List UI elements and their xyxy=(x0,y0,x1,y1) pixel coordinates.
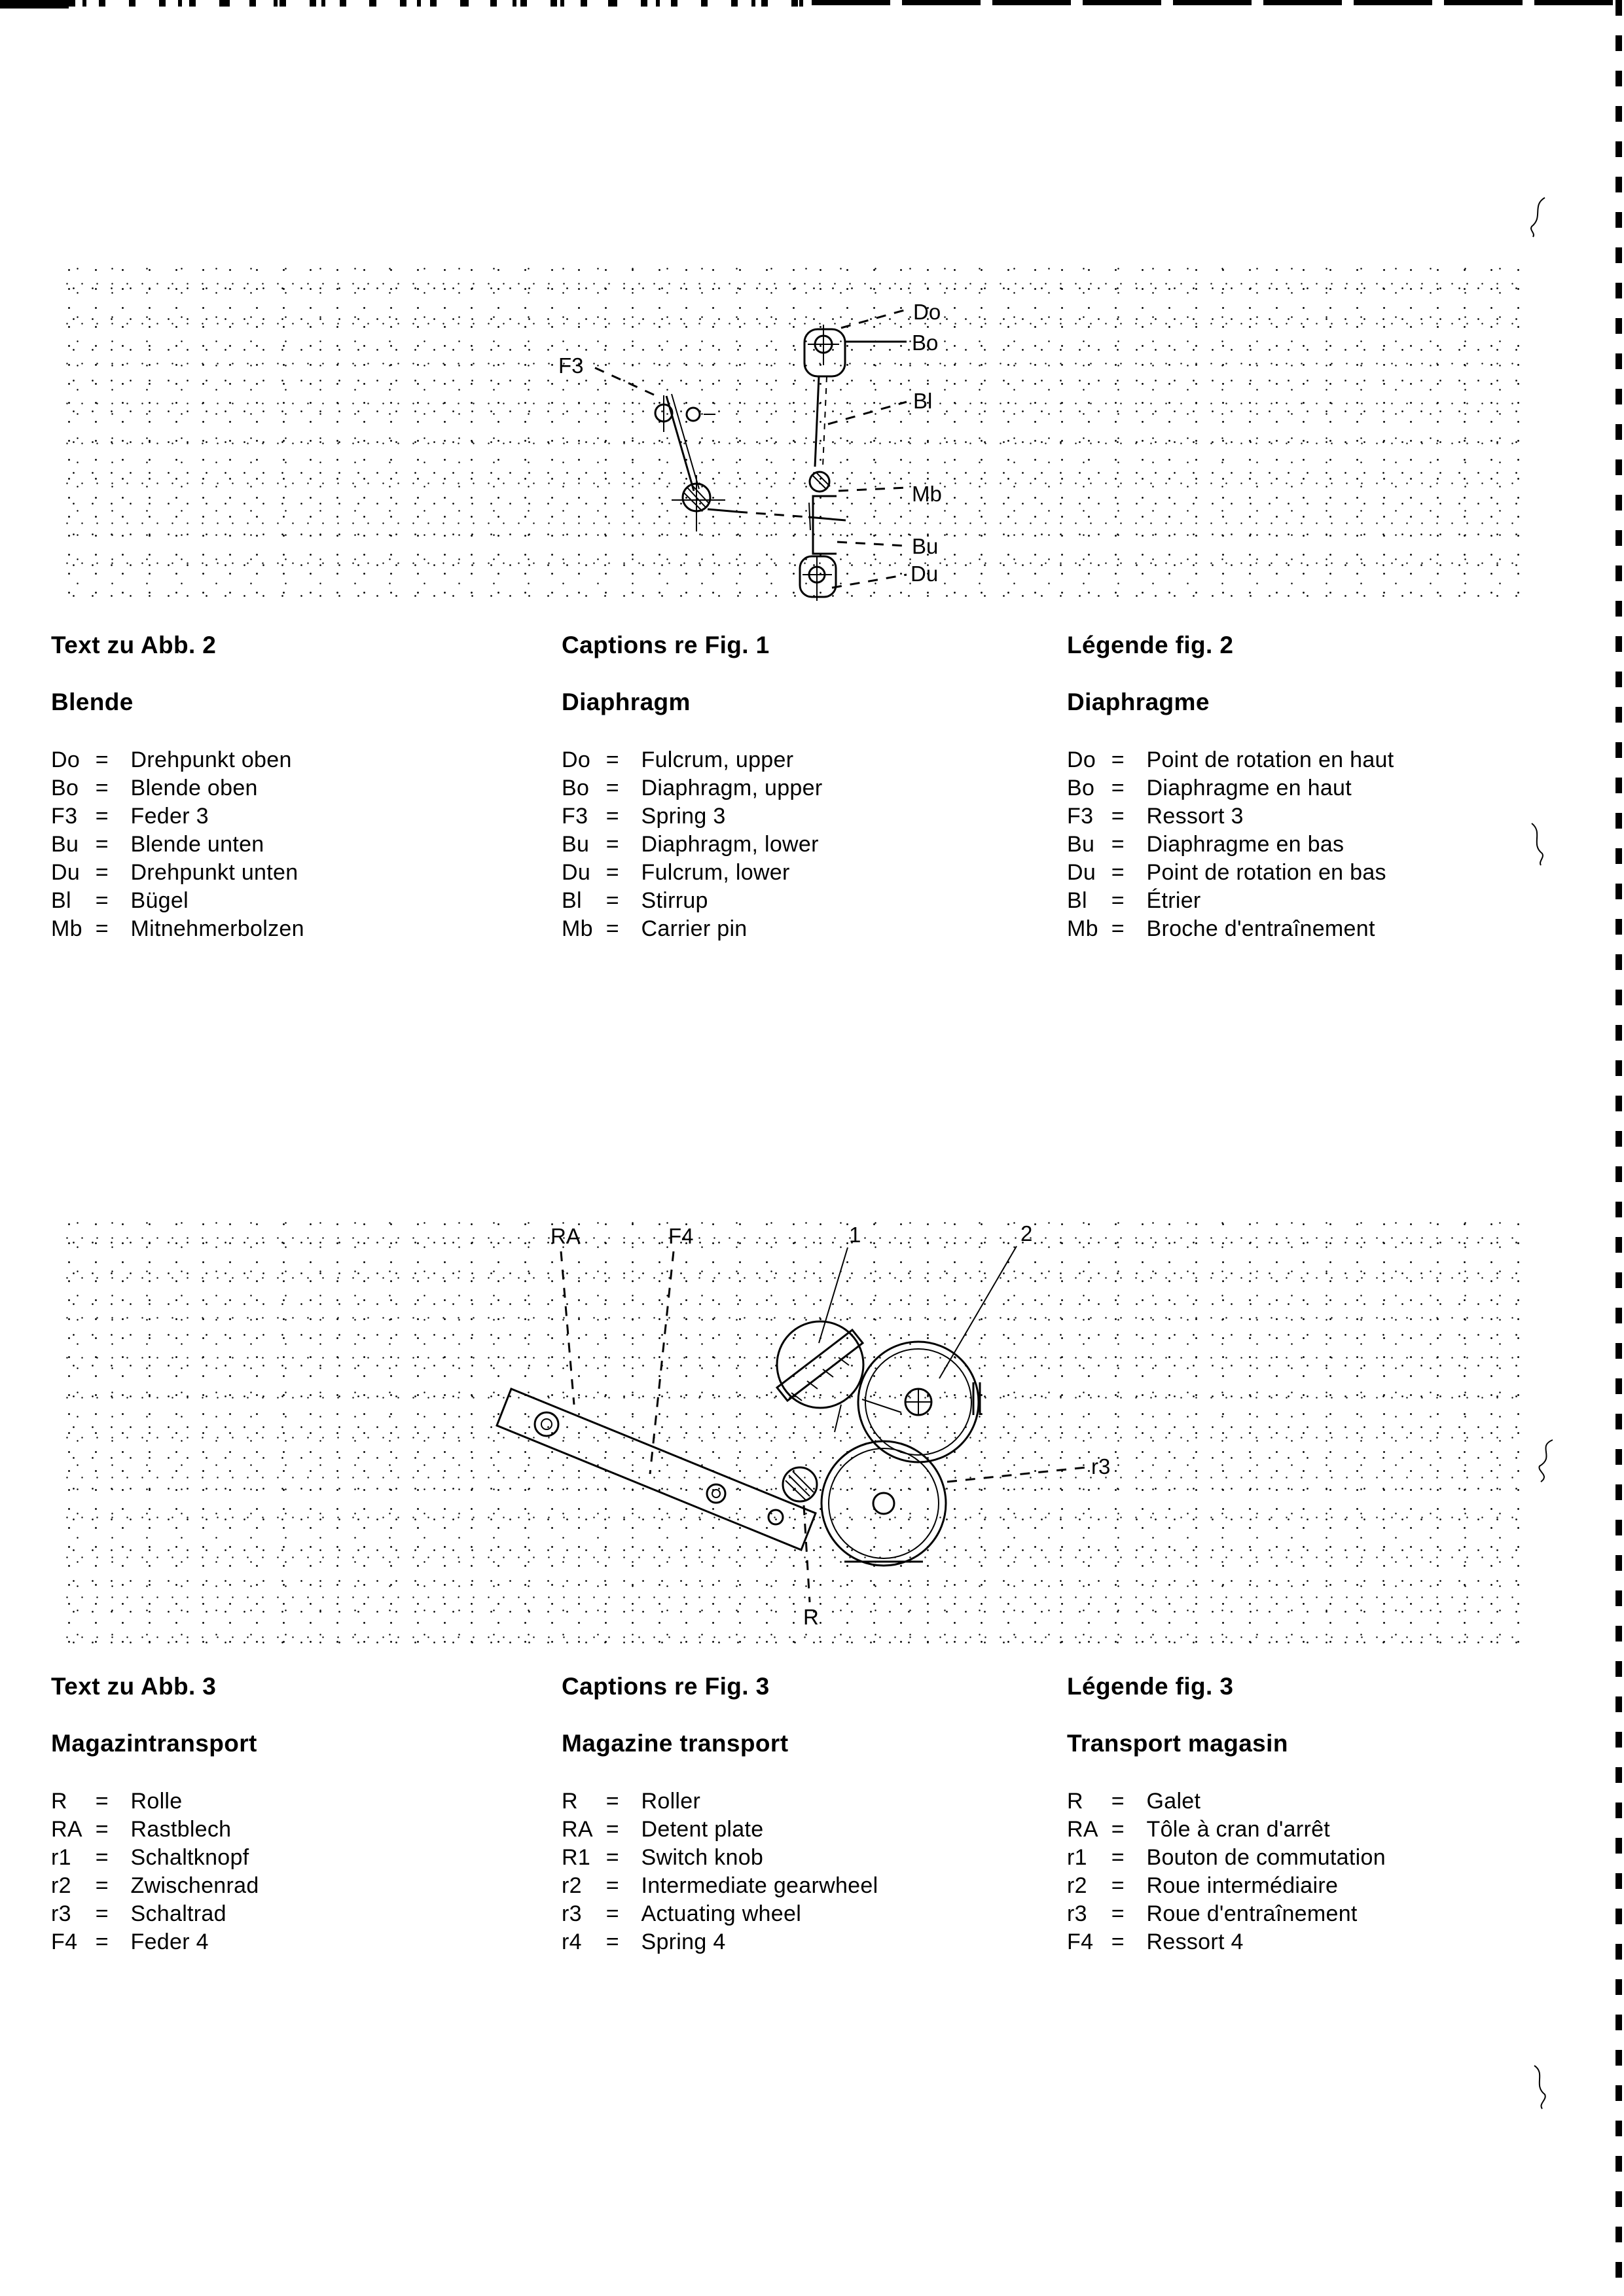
legend-symbol: RA xyxy=(562,1817,593,1842)
legend-term: Roller xyxy=(641,1789,701,1814)
leader-line-f4 xyxy=(650,1251,674,1474)
legend-symbol: r3 xyxy=(51,1901,71,1926)
equals-sign: = xyxy=(605,888,619,913)
legend-row xyxy=(51,831,539,859)
equals-sign: = xyxy=(605,1901,619,1926)
linkage-lines xyxy=(835,1399,901,1432)
legend-row xyxy=(562,1872,1049,1900)
legend-symbol: r3 xyxy=(1067,1901,1087,1926)
legend-fr-fig3 xyxy=(1067,1673,1555,1956)
bar-hole xyxy=(768,1510,783,1524)
equals-sign: = xyxy=(95,1845,109,1870)
legend-row xyxy=(1067,1872,1555,1900)
spring-eyelet xyxy=(687,408,700,421)
legend-row xyxy=(1067,859,1555,887)
legend-term: Feder 4 xyxy=(130,1929,209,1954)
roller xyxy=(783,1467,817,1501)
legend-row xyxy=(51,1816,539,1844)
lever-arm xyxy=(666,396,694,491)
equals-sign: = xyxy=(1111,747,1125,772)
knob-shaft-hatching xyxy=(791,1357,849,1401)
legend-rows xyxy=(51,746,539,943)
legend-term: Point de rotation en haut xyxy=(1146,747,1394,772)
lower-plate xyxy=(800,556,836,597)
equals-sign: = xyxy=(95,888,109,913)
legend-symbol: R xyxy=(562,1789,578,1814)
legend-term: Blende oben xyxy=(130,776,258,800)
legend-symbol: Bl xyxy=(562,888,582,913)
equals-sign: = xyxy=(95,747,109,772)
legend-symbol: R1 xyxy=(562,1845,591,1870)
legend-title: Légende fig. 3 xyxy=(1067,1673,1234,1700)
bar-hole xyxy=(707,1484,725,1503)
equals-sign: = xyxy=(95,1901,109,1926)
legend-symbol: R xyxy=(51,1789,67,1814)
legend-title: Captions re Fig. 3 xyxy=(562,1673,770,1700)
legend-symbol: F4 xyxy=(51,1929,78,1954)
scan-artifact xyxy=(1533,1437,1559,1486)
equals-sign: = xyxy=(1111,1817,1125,1842)
leader-line-r3 xyxy=(947,1467,1086,1482)
legend-subtitle: Magazintransport xyxy=(51,1730,257,1757)
figure-label-du: Du xyxy=(911,562,939,586)
legend-term: Diaphragm, upper xyxy=(641,776,823,800)
legend-row xyxy=(51,887,539,915)
legend-term: Carrier pin xyxy=(641,916,748,941)
legend-term: Galet xyxy=(1146,1789,1201,1814)
legend-term: Bügel xyxy=(130,888,189,913)
legend-subtitle: Transport magasin xyxy=(1067,1730,1288,1757)
leader-line-bu xyxy=(837,542,907,546)
legend-symbol: r1 xyxy=(1067,1845,1087,1870)
legend-term: Mitnehmerbolzen xyxy=(130,916,304,941)
legend-row xyxy=(51,746,539,774)
figure-label-r2: 2 xyxy=(1020,1221,1033,1246)
legend-row xyxy=(51,915,539,943)
equals-sign: = xyxy=(1111,1789,1125,1814)
legend-term: Roue d'entraînement xyxy=(1146,1901,1358,1926)
legend-symbol: F3 xyxy=(1067,804,1094,829)
legend-title: Légende fig. 2 xyxy=(1067,632,1234,658)
equals-sign: = xyxy=(605,747,619,772)
legend-symbol: Du xyxy=(562,860,591,885)
legend-symbol: Du xyxy=(1067,860,1096,885)
leader-line-r2 xyxy=(939,1246,1017,1378)
legend-symbol: Do xyxy=(562,747,591,772)
legend-subtitle: Magazine transport xyxy=(562,1730,789,1757)
scan-artifact xyxy=(1524,194,1550,242)
legend-row xyxy=(1067,1787,1555,1816)
legend-symbol: Do xyxy=(1067,747,1096,772)
legend-term: Spring 3 xyxy=(641,804,726,829)
equals-sign: = xyxy=(605,804,619,829)
legend-symbol: Mb xyxy=(51,916,82,941)
equals-sign: = xyxy=(1111,888,1125,913)
blade-edge xyxy=(823,376,827,467)
equals-sign: = xyxy=(1111,1901,1125,1926)
leader-line-f3 xyxy=(595,368,657,396)
figure-label-mb: Mb xyxy=(912,482,942,506)
legend-row xyxy=(51,1900,539,1928)
legend-symbol: Bl xyxy=(1067,888,1087,913)
legend-term: Rolle xyxy=(130,1789,183,1814)
equals-sign: = xyxy=(95,776,109,800)
scan-corner-mark xyxy=(0,0,69,9)
actuating-wheel xyxy=(821,1441,946,1566)
legend-rows xyxy=(562,1787,1049,1956)
equals-sign: = xyxy=(605,832,619,857)
legend-term: Fulcrum, upper xyxy=(641,747,794,772)
figure-2-diaphragm xyxy=(56,260,1520,602)
legend-term: Drehpunkt oben xyxy=(130,747,292,772)
legend-term: Étrier xyxy=(1146,888,1201,913)
equals-sign: = xyxy=(95,1873,109,1898)
legend-row xyxy=(562,802,1049,831)
legend-term: Roue intermédiaire xyxy=(1146,1873,1339,1898)
bar-hole-inner xyxy=(712,1490,720,1498)
legend-en-fig2 xyxy=(562,632,1049,943)
equals-sign: = xyxy=(1111,1873,1125,1898)
leader-line-bl xyxy=(828,402,907,424)
legend-term: Feder 3 xyxy=(130,804,209,829)
link-tick xyxy=(809,503,810,530)
legend-row xyxy=(1067,746,1555,774)
leader-line-du xyxy=(832,575,907,588)
legend-rows xyxy=(51,1787,539,1956)
scan-top-edge-line xyxy=(812,0,1618,5)
legend-symbol: R xyxy=(1067,1789,1083,1814)
legend-symbol: r3 xyxy=(562,1901,582,1926)
equals-sign: = xyxy=(605,776,619,800)
legend-symbol: Do xyxy=(51,747,81,772)
legend-row xyxy=(1067,1816,1555,1844)
equals-sign: = xyxy=(95,832,109,857)
legend-term: Ressort 3 xyxy=(1146,804,1244,829)
legend-row xyxy=(1067,802,1555,831)
legend-term: Bouton de commutation xyxy=(1146,1845,1386,1870)
legend-term: Fulcrum, lower xyxy=(641,860,790,885)
legend-term: Tôle à cran d'arrêt xyxy=(1146,1817,1331,1842)
figure-label-do: Do xyxy=(913,300,941,324)
legend-row xyxy=(562,746,1049,774)
legend-symbol: Bu xyxy=(51,832,79,857)
legend-term: Stirrup xyxy=(641,888,708,913)
legend-subtitle: Diaphragme xyxy=(1067,689,1210,715)
legend-fr-fig2 xyxy=(1067,632,1555,943)
legend-symbol: Mb xyxy=(562,916,593,941)
legend-symbol: r2 xyxy=(51,1873,71,1898)
legend-title: Captions re Fig. 1 xyxy=(562,632,770,658)
equals-sign: = xyxy=(605,1873,619,1898)
figure-label-f3: F3 xyxy=(558,353,584,378)
equals-sign: = xyxy=(1111,804,1125,829)
equals-sign: = xyxy=(605,1817,619,1842)
figure-label-r1: 1 xyxy=(849,1223,861,1247)
legend-symbol: F3 xyxy=(51,804,78,829)
bar-hole xyxy=(535,1412,558,1436)
legend-term: Broche d'entraînement xyxy=(1146,916,1375,941)
legend-row xyxy=(51,1787,539,1816)
equals-sign: = xyxy=(605,860,619,885)
scan-right-edge-dashes xyxy=(1615,0,1622,2296)
legend-term: Ressort 4 xyxy=(1146,1929,1244,1954)
legend-symbol: Bo xyxy=(562,776,590,800)
blade-edge xyxy=(815,376,819,467)
equals-sign: = xyxy=(1111,860,1125,885)
figure-2-drawing xyxy=(56,260,1520,602)
legend-row xyxy=(1067,1928,1555,1956)
legend-row xyxy=(1067,831,1555,859)
legend-symbol: Bl xyxy=(51,888,71,913)
legend-row xyxy=(562,1928,1049,1956)
legend-row xyxy=(562,1844,1049,1872)
figure-3-magazine-transport xyxy=(56,1215,1520,1657)
legend-en-fig3 xyxy=(562,1673,1049,1956)
actuating-wheel-hub xyxy=(873,1493,894,1514)
equals-sign: = xyxy=(605,1845,619,1870)
legend-symbol: Mb xyxy=(1067,916,1098,941)
link-rod xyxy=(738,512,808,517)
equals-sign: = xyxy=(1111,1845,1125,1870)
equals-sign: = xyxy=(1111,776,1125,800)
legend-row xyxy=(562,831,1049,859)
legend-symbol: Bo xyxy=(1067,776,1095,800)
figure-3-drawing xyxy=(56,1215,1520,1657)
legend-term: Diaphragme en bas xyxy=(1146,832,1344,857)
legend-term: Diaphragme en haut xyxy=(1146,776,1352,800)
legend-row xyxy=(562,1816,1049,1844)
legend-rows xyxy=(562,746,1049,943)
figure-label-f4: F4 xyxy=(668,1224,694,1248)
legend-row xyxy=(562,1787,1049,1816)
scan-artifact xyxy=(1526,2063,1553,2111)
equals-sign: = xyxy=(605,1789,619,1814)
equals-sign: = xyxy=(1111,916,1125,941)
legend-term: Rastblech xyxy=(130,1817,232,1842)
legend-term: Diaphragm, lower xyxy=(641,832,819,857)
legend-symbol: r2 xyxy=(1067,1873,1087,1898)
figure-label-r: R xyxy=(803,1605,819,1629)
legend-row xyxy=(562,859,1049,887)
equals-sign: = xyxy=(95,804,109,829)
figure-label-bo: Bo xyxy=(912,331,939,355)
legend-row xyxy=(562,774,1049,802)
legend-symbol: RA xyxy=(51,1817,82,1842)
actuating-wheel-rim xyxy=(829,1448,939,1558)
legend-term: Drehpunkt unten xyxy=(130,860,298,885)
legend-term: Point de rotation en bas xyxy=(1146,860,1386,885)
equals-sign: = xyxy=(605,916,619,941)
legend-de-fig3 xyxy=(51,1673,539,1956)
legend-title: Text zu Abb. 3 xyxy=(51,1673,217,1700)
legend-row xyxy=(51,1872,539,1900)
stirrup-bracket xyxy=(813,496,837,554)
legend-term: Detent plate xyxy=(641,1817,764,1842)
legend-term: Intermediate gearwheel xyxy=(641,1873,878,1898)
legend-symbol: Du xyxy=(51,860,81,885)
equals-sign: = xyxy=(95,1817,109,1842)
bar-hole-inner xyxy=(541,1419,552,1429)
legend-symbol: r4 xyxy=(562,1929,582,1954)
figure-label-bu: Bu xyxy=(912,534,939,558)
legend-row xyxy=(562,915,1049,943)
legend-row xyxy=(562,887,1049,915)
legend-symbol: Bu xyxy=(1067,832,1095,857)
legend-row xyxy=(51,774,539,802)
equals-sign: = xyxy=(1111,1929,1125,1954)
leader-line-do xyxy=(841,310,907,328)
legend-title: Text zu Abb. 2 xyxy=(51,632,217,658)
legend-term: Zwischenrad xyxy=(130,1873,259,1898)
legend-row xyxy=(51,1844,539,1872)
legend-symbol: r1 xyxy=(51,1845,71,1870)
equals-sign: = xyxy=(605,1929,619,1954)
figure-label-bl: Bl xyxy=(913,389,933,413)
legend-term: Actuating wheel xyxy=(641,1901,802,1926)
legend-term: Switch knob xyxy=(641,1845,764,1870)
legend-rows xyxy=(1067,1787,1555,1956)
legend-term: Blende unten xyxy=(130,832,264,857)
link-rod xyxy=(708,509,738,512)
legend-term: Schaltknopf xyxy=(130,1845,249,1870)
link-rod xyxy=(808,517,846,520)
switch-knob xyxy=(777,1321,863,1408)
legend-row xyxy=(51,802,539,831)
legend-row xyxy=(1067,915,1555,943)
legend-term: Schaltrad xyxy=(130,1901,226,1926)
legend-row xyxy=(1067,774,1555,802)
legend-symbol: r2 xyxy=(562,1873,582,1898)
scan-top-edge-ticks xyxy=(69,0,812,7)
figure-label-r3: r3 xyxy=(1091,1454,1111,1479)
legend-symbol: F4 xyxy=(1067,1929,1094,1954)
legend-row xyxy=(1067,1844,1555,1872)
leader-line-mb xyxy=(839,488,907,491)
equals-sign: = xyxy=(95,860,109,885)
legend-symbol: RA xyxy=(1067,1817,1098,1842)
legend-row xyxy=(1067,1900,1555,1928)
figure-label-ra: RA xyxy=(550,1224,581,1248)
leader-line-ra xyxy=(561,1251,574,1405)
legend-symbol: Bu xyxy=(562,832,590,857)
legend-de-fig2 xyxy=(51,632,539,943)
equals-sign: = xyxy=(1111,832,1125,857)
legend-subtitle: Blende xyxy=(51,689,134,715)
leader-line-r xyxy=(804,1505,810,1602)
legend-subtitle: Diaphragm xyxy=(562,689,691,715)
legend-symbol: F3 xyxy=(562,804,588,829)
legend-rows xyxy=(1067,746,1555,943)
legend-row xyxy=(562,1900,1049,1928)
roller-hatching xyxy=(785,1471,814,1500)
equals-sign: = xyxy=(95,1789,109,1814)
legend-symbol: Bo xyxy=(51,776,79,800)
legend-row xyxy=(51,859,539,887)
equals-sign: = xyxy=(95,916,109,941)
legend-term: Spring 4 xyxy=(641,1929,726,1954)
legend-row xyxy=(51,1928,539,1956)
legend-row xyxy=(1067,887,1555,915)
equals-sign: = xyxy=(95,1929,109,1954)
